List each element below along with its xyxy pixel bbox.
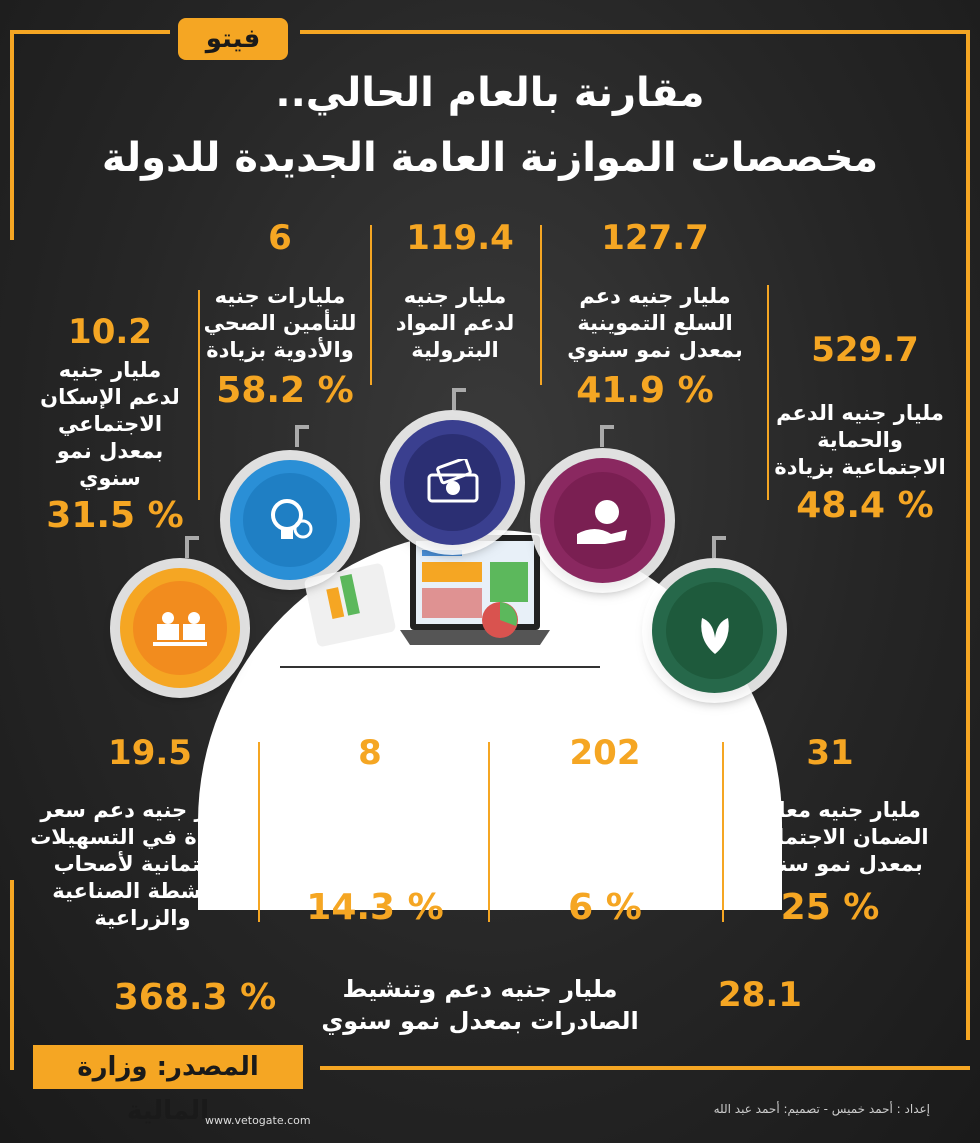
item-supply-text: مليار جنيه دعم السلع التموينية بمعدل نمو سنوي [567, 284, 743, 362]
frame-top-left [10, 30, 170, 34]
item-health-text: مليارات جنيه للتأمين الصحي والأدوية بزيادة [203, 284, 357, 362]
item-interest-value: 19.5 [108, 733, 192, 773]
item-health-pct: % 58.2 [216, 370, 354, 411]
divider [198, 290, 200, 500]
divider [540, 225, 542, 385]
title-line1: مقارنة بالعام الحالي.. [275, 70, 705, 116]
idea-gears-icon [263, 493, 317, 547]
item-petroleum-value: 119.4 [406, 218, 514, 258]
divider [722, 742, 724, 922]
item-supply-value: 127.7 [601, 218, 709, 258]
divider [488, 742, 490, 922]
leaves-icon [688, 604, 742, 658]
item-export-text: مليار جنيه دعم وتنشيط الصادرات بمعدل نمو سنوي [321, 975, 639, 1035]
item-treatment-text: مليارات جنيه لعلاج المواطنين على نفقة الدولة بمعدل نمو [267, 798, 483, 876]
item-pension-pct: % 25 [780, 887, 880, 928]
circle-housing [120, 568, 240, 688]
circle-health [230, 460, 350, 580]
item-social-value: 529.7 [811, 330, 919, 370]
item-pension-text: مليار جنيه معاش الضمان الاجتماعي بمعدل نمو سنوي [741, 798, 929, 876]
item-pension-value: 31 [806, 733, 854, 773]
pin-icon [452, 388, 466, 410]
item-treatment-value: 8 [358, 733, 382, 773]
item-export-value: 28.1 [718, 975, 802, 1015]
item-export-pct: % 368.3 [113, 977, 277, 1018]
website-url: www.vetogate.com [205, 1114, 311, 1127]
item-treatment-pct: % 14.3 [306, 887, 444, 928]
logo: فيتو [178, 18, 288, 60]
circle-petroleum [390, 420, 515, 545]
title-line2: مخصصات الموازنة العامة الجديدة للدولة [101, 135, 879, 181]
item-supply-pct: % 41.9 [576, 370, 714, 411]
item-health-value: 6 [268, 218, 292, 258]
frame-bottom-right [320, 1066, 970, 1070]
item-housing-pct: % 31.5 [46, 495, 184, 536]
circle-supply [540, 458, 665, 583]
item-interest-text: مليار جنيه دعم سعر الفائدة في التسهيلات الائتمانية لأصحاب الأنشطة الصناعية والزراعية [30, 798, 255, 930]
divider-line [280, 666, 600, 668]
item-petroleum-text: مليار جنيه لدعم المواد البترولية [395, 284, 515, 362]
hand-money-bag-icon [575, 494, 631, 548]
divider [258, 742, 260, 922]
pin-icon [600, 425, 614, 447]
item-funds-text: مليار جنيه مساهمات صناديق المعاشات بمعدل نمو سنوي [500, 798, 710, 876]
source-label: المصدر: وزارة المالية [33, 1045, 303, 1089]
item-social-pct: % 48.4 [796, 485, 934, 526]
divider [767, 285, 769, 500]
item-housing-value: 10.2 [68, 312, 152, 352]
frame-top-right [300, 30, 970, 34]
money-bills-icon [423, 459, 483, 507]
pin-icon [295, 425, 309, 447]
item-social-text: مليار جنيه الدعم والحماية الاجتماعية بزيادة [774, 401, 946, 479]
item-funds-value: 202 [569, 733, 641, 773]
people-office-icon [153, 608, 207, 648]
circle-social [652, 568, 777, 693]
frame-right [966, 30, 970, 1040]
item-funds-pct: % 6 [568, 887, 642, 928]
item-housing-text: مليار جنيه لدعم الإسكان الاجتماعي بمعدل نمو سنوي [40, 358, 180, 490]
divider [370, 225, 372, 385]
frame-left-lower [10, 880, 14, 1070]
design-credit: إعداد : أحمد خميس - تصميم: أحمد عبد الله [713, 1102, 930, 1116]
pin-icon [185, 536, 199, 558]
pin-icon [712, 536, 726, 558]
